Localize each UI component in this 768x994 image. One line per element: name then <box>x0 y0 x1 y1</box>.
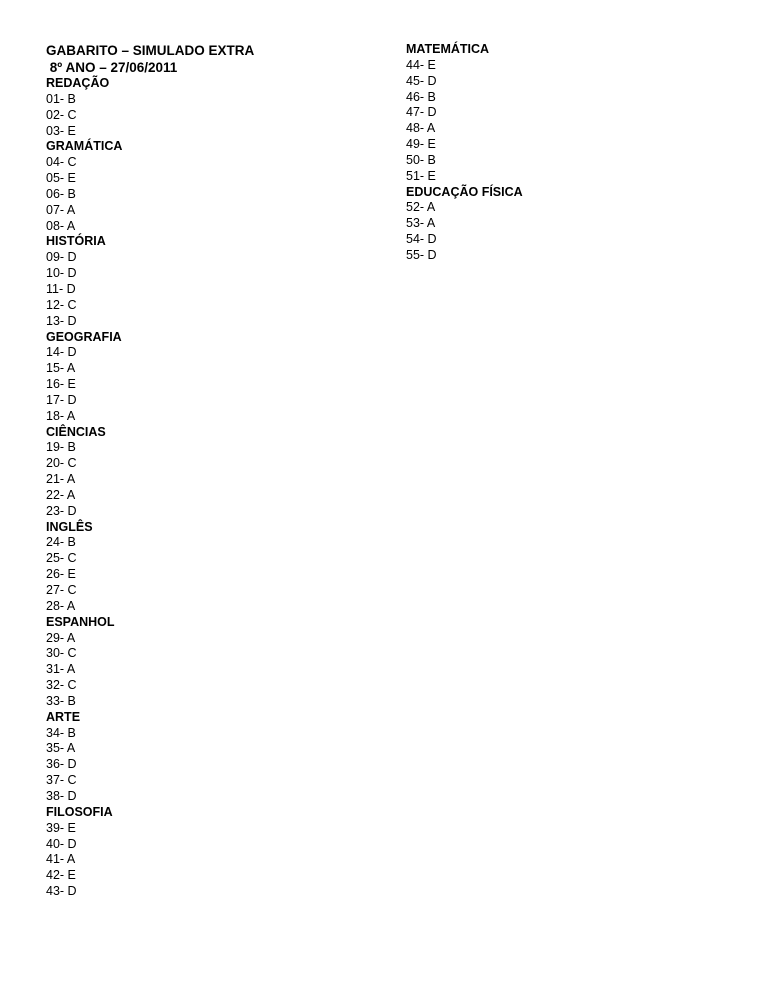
section-filosofia <box>46 805 366 900</box>
answer-item: 17- D <box>46 392 77 407</box>
document-title: GABARITO – SIMULADO EXTRA <box>46 43 255 58</box>
answer-item: 38- D <box>46 788 77 803</box>
section-espanhol <box>46 615 366 710</box>
answer-item: 21- A <box>46 472 76 487</box>
answer-item: 26- E <box>46 567 76 582</box>
answer-item: 02- C <box>46 107 77 122</box>
answer-item: 49- E <box>406 137 436 152</box>
answer-item: 36- D <box>46 757 77 772</box>
section-heading: HISTÓRIA <box>46 234 106 249</box>
answer-item: 08- A <box>46 218 76 233</box>
answer-item: 41- A <box>46 852 76 867</box>
section-heading: EDUCAÇÃO FÍSICA <box>406 184 523 199</box>
answer-item: 45- D <box>406 73 437 88</box>
answer-item: 47- D <box>406 105 437 120</box>
section-heading: ARTE <box>46 709 81 724</box>
answer-item: 28- A <box>46 598 76 613</box>
section-heading: GRAMÁTICA <box>46 139 123 154</box>
section-geografia <box>46 330 366 425</box>
answer-item: 54- D <box>406 232 437 247</box>
answer-item: 22- A <box>46 487 76 502</box>
section-historia <box>46 234 366 329</box>
answer-item: 55- D <box>406 247 437 262</box>
answer-item: 04- C <box>46 155 77 170</box>
right-sections <box>406 42 726 264</box>
answer-item: 30- C <box>46 646 77 661</box>
document-subtitle: 8º ANO – 27/06/2011 <box>46 59 178 75</box>
answer-item: 12- C <box>46 297 77 312</box>
answer-item: 33- B <box>46 693 76 708</box>
answer-item: 24- B <box>46 535 76 550</box>
answer-item: 37- C <box>46 773 77 788</box>
section-heading: CIÊNCIAS <box>46 424 106 439</box>
answer-item: 25- C <box>46 551 77 566</box>
answer-item: 13- D <box>46 313 77 328</box>
section-heading: REDAÇÃO <box>46 76 110 90</box>
answer-item: 46- B <box>406 89 436 104</box>
answer-item: 05- E <box>46 171 76 186</box>
answer-item: 51- E <box>406 168 436 183</box>
section-ciencias <box>46 425 366 520</box>
section-redacao <box>46 76 366 139</box>
answer-item: 39- E <box>46 820 76 835</box>
answer-item: 20- C <box>46 456 77 471</box>
section-heading: GEOGRAFIA <box>46 329 122 344</box>
answer-item: 10- D <box>46 266 77 281</box>
answer-item: 53- A <box>406 216 436 231</box>
section-heading: INGLÊS <box>46 519 93 534</box>
section-matematica <box>406 42 726 185</box>
left-sections <box>46 76 366 900</box>
answer-item: 48- A <box>406 121 436 136</box>
answer-item: 27- C <box>46 583 77 597</box>
section-heading: FILOSOFIA <box>46 804 113 819</box>
answer-item: 03- E <box>46 123 76 138</box>
section-heading: MATEMÁTICA <box>406 42 490 56</box>
answer-item: 44- E <box>406 57 436 72</box>
answer-item: 52- A <box>406 200 436 215</box>
answer-item: 14- D <box>46 345 77 360</box>
section-heading: ESPANHOL <box>46 614 115 629</box>
answer-item: 19- B <box>46 440 76 455</box>
answer-item: 31- A <box>46 662 76 677</box>
answer-item: 50- B <box>406 152 436 167</box>
right-column <box>406 42 726 264</box>
answer-item: 35- A <box>46 741 76 756</box>
answer-item: 07- A <box>46 202 76 217</box>
answer-item: 15- A <box>46 361 76 376</box>
answer-item: 43- D <box>46 884 77 899</box>
answer-item: 34- B <box>46 725 76 740</box>
section-arte <box>46 710 366 805</box>
section-ingles <box>46 520 366 615</box>
answer-item: 18- A <box>46 408 76 423</box>
answer-item: 09- D <box>46 250 77 265</box>
left-column <box>46 42 366 900</box>
section-gramatica <box>46 139 366 234</box>
answer-item: 42- E <box>46 868 76 883</box>
answer-item: 40- D <box>46 836 77 851</box>
section-educacao-fisica <box>406 185 726 264</box>
answer-item: 06- B <box>46 186 76 201</box>
answer-item: 16- E <box>46 377 76 392</box>
answer-item: 29- A <box>46 630 76 645</box>
answer-item: 11- D <box>46 281 76 296</box>
answer-item: 23- D <box>46 503 77 518</box>
answer-item: 32- C <box>46 678 77 693</box>
answer-item: 01- B <box>46 91 76 106</box>
